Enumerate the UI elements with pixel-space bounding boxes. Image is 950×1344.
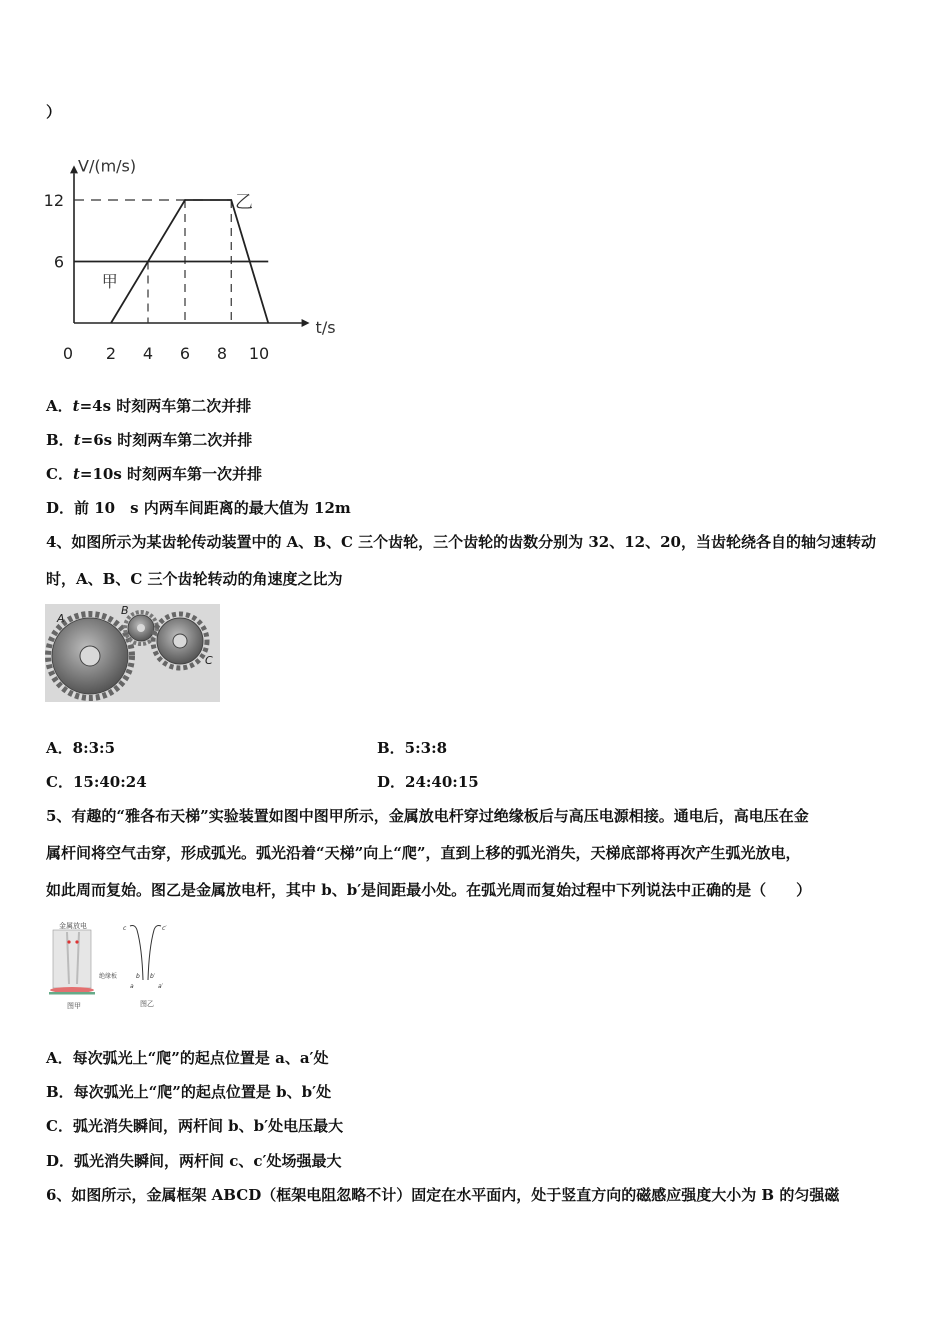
option-var: t	[72, 465, 80, 483]
gear-label-c: C	[205, 654, 213, 667]
series-label-jia: 甲	[101, 272, 118, 292]
fig-label-jia: 图甲	[67, 1002, 81, 1010]
option-letter: B．	[46, 431, 74, 449]
y-axis-arrow-icon	[70, 165, 78, 173]
fig-label-b: b	[136, 973, 140, 980]
jacob-ladder-figure	[45, 918, 175, 1013]
q3-option-a[interactable]	[46, 395, 251, 416]
option-var: t	[73, 431, 81, 449]
fig-label-a2: a′	[158, 983, 164, 990]
fig-label-c: c	[123, 925, 127, 932]
y-axis-label: V/(m/s)	[78, 156, 137, 176]
fig-label-rod: 金属放电	[59, 922, 87, 930]
option-text: =4s 时刻两车第二次并排	[79, 397, 252, 415]
option-text: =10s 时刻两车第一次并排	[79, 465, 263, 483]
q5-option-d[interactable]: D．弧光消失瞬间，两杆间 c、c′处场强最大	[46, 1152, 342, 1170]
fig-label-yi: 图乙	[140, 1000, 154, 1008]
q5-stem-line1: 5、有趣的“雅各布天梯”实验装置如图中图甲所示，金属放电杆穿过绝缘板后与高压电源相接。通电后，高电压在金	[46, 807, 809, 825]
gear-label-b: B	[121, 604, 129, 617]
velocity-time-chart	[40, 150, 360, 375]
x-tick-label: 4	[142, 344, 154, 363]
gear-c-icon	[153, 614, 207, 668]
q5-option-b[interactable]: B．每次弧光上“爬”的起点位置是 b、b′处	[46, 1083, 332, 1101]
fig-label-a: a	[130, 983, 134, 990]
q5-option-a[interactable]: A．每次弧光上“爬”的起点位置是 a、a′处	[46, 1049, 329, 1067]
gear-label-a: A	[57, 612, 65, 625]
q5-option-c[interactable]: C．弧光消失瞬间，两杆间 b、b′处电压最大	[46, 1117, 344, 1135]
fig-label-board: 绝缘板	[99, 973, 118, 980]
q3-option-b[interactable]	[46, 429, 252, 450]
x-tick-label: 0	[62, 344, 74, 363]
option-var: t	[72, 397, 80, 415]
x-tick-label: 6	[179, 344, 191, 363]
q6-stem-line1: 6、如图所示，金属框架 ABCD（框架电阻忽略不计）固定在水平面内，处于竖直方向的磁感应强度大小为 B 的匀强磁	[46, 1186, 840, 1204]
q5-stem-line3: 如此周而复始。图乙是金属放电杆，其中 b、b′是间距最小处。在弧光周而复始过程中下列说法中正确的是（ ）	[46, 881, 812, 899]
fig-label-c2: c′	[162, 925, 167, 932]
option-letter: A．	[46, 397, 73, 415]
top-paren: ）	[46, 103, 62, 121]
series-label-yi: 乙	[234, 192, 253, 214]
q4-stem-line1: 4、如图所示为某齿轮传动装置中的 A、B、C 三个齿轮，三个齿轮的齿数分别为 32、12、20，当齿轮绕各自的轴匀速转动	[46, 533, 876, 551]
option-letter: D．	[46, 499, 75, 517]
x-tick-label: 10	[248, 344, 270, 363]
x-axis-arrow-icon	[302, 319, 310, 327]
x-axis-label: t/s	[315, 318, 336, 337]
q4-stem-line2: 时，A、B、C 三个齿轮转动的角速度之比为	[46, 570, 343, 588]
q4-option-a[interactable]: A．8:3:5	[46, 739, 116, 757]
q4-option-b[interactable]: B．5:3:8	[377, 739, 448, 757]
fig-label-b2: b′	[150, 973, 156, 980]
option-text: =6s 时刻两车第二次并排	[80, 431, 253, 449]
y-tick-label: 6	[53, 252, 64, 272]
x-tick-label: 8	[216, 344, 228, 363]
q3-option-d[interactable]	[46, 497, 351, 518]
q5-stem-line2: 属杆间将空气击穿，形成弧光。弧光沿着“天梯”向上“爬”，直到上移的弧光消失，天梯底部将再次产生弧光放电，	[46, 844, 801, 862]
option-text: 前 10 s 内两车间距离的最大值为 12m	[74, 499, 351, 517]
y-tick-label: 12	[43, 191, 64, 210]
q4-option-c[interactable]: C．15:40:24	[46, 773, 147, 791]
x-tick-label: 2	[105, 344, 117, 363]
q3-option-c[interactable]	[46, 463, 262, 484]
q4-option-d[interactable]: D．24:40:15	[377, 773, 479, 791]
option-letter: C．	[46, 465, 73, 483]
gear-a-icon	[48, 614, 132, 698]
gear-figure	[45, 604, 220, 702]
